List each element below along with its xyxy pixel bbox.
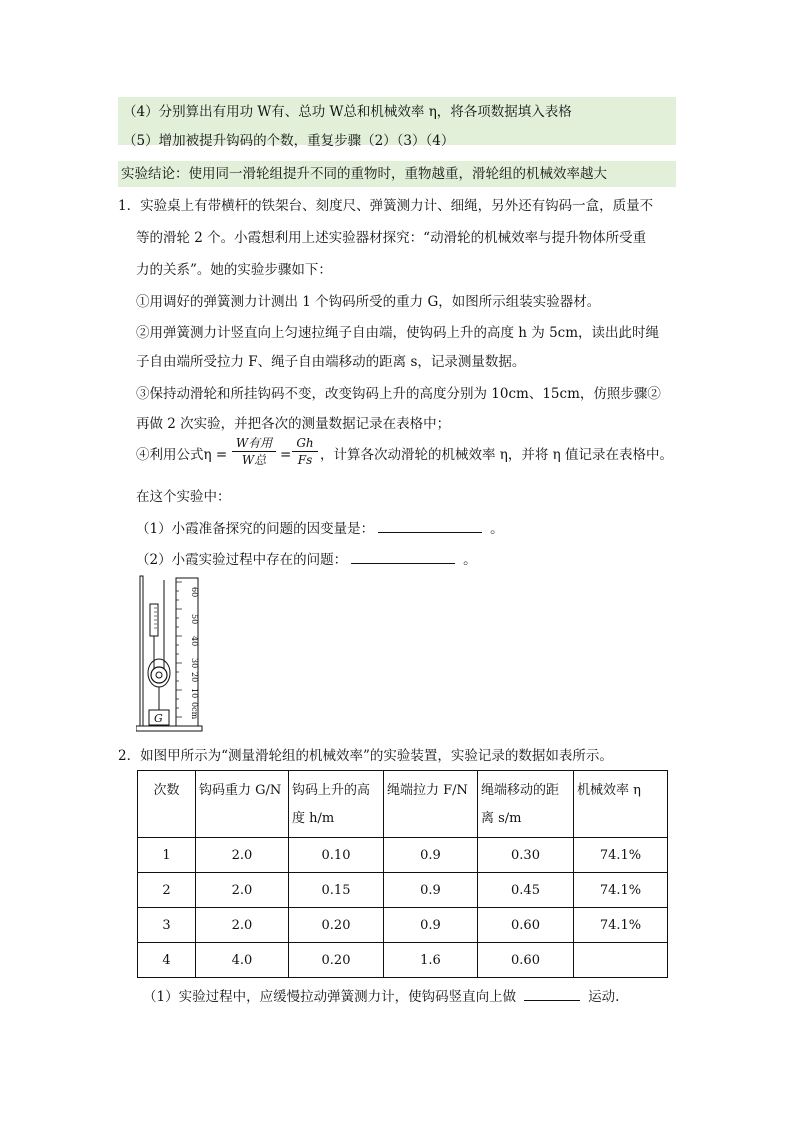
cell-distance: 0.60 (478, 908, 574, 943)
cell-efficiency: 74.1% (574, 838, 668, 873)
header-efficiency: 机械效率 η (574, 771, 668, 838)
header-height: 钩码上升的高度 h/m (289, 771, 384, 838)
q1-sub2-text: （2）小霞实验过程中存在的问题： (136, 552, 348, 568)
cell-height: 0.10 (289, 838, 384, 873)
header-weight: 钩码重力 G/N (196, 771, 289, 838)
cell-pull-force: 0.9 (384, 838, 478, 873)
cell-height: 0.20 (289, 943, 384, 978)
intro-line-4: （4）分别算出有用功 W有、总功 W总和机械效率 η，将各项数据填入表格 (123, 104, 572, 120)
answer-blank-2[interactable] (351, 549, 455, 564)
total-work-symbol: W总 (241, 453, 267, 467)
q1-subquestion-2 (136, 549, 477, 570)
cell-trial: 1 (138, 838, 196, 873)
header-trial: 次数 (138, 771, 196, 838)
cell-trial: 2 (138, 873, 196, 908)
step4-prefix: ④利用公式η = (136, 447, 228, 463)
q1-line-3: 力的关系”。她的实验步骤如下： (136, 262, 332, 278)
pulley-axle (156, 672, 162, 678)
cell-height: 0.20 (289, 908, 384, 943)
scale-label-10: 10 (190, 688, 199, 699)
q1-line-2: 等的滑轮 2 个。小霞想利用上述实验器材探究：“动滑轮的机械效率与提升物体所受重 (136, 230, 647, 246)
answer-blank-1[interactable] (378, 518, 482, 533)
cell-distance: 0.45 (478, 873, 574, 908)
cell-trial: 3 (138, 908, 196, 943)
useful-work-symbol: W有用 (232, 435, 276, 452)
scale-label-30: 30 (190, 658, 199, 669)
stand-rod (140, 576, 143, 730)
cell-distance: 0.60 (478, 943, 574, 978)
cell-pull-force: 0.9 (384, 908, 478, 943)
scale-label-50: 50 (190, 614, 199, 625)
q1-in-experiment: 在这个实验中： (136, 489, 231, 505)
scale-label-40: 40 (190, 636, 199, 647)
q1-subquestion-1 (136, 518, 504, 539)
q2-sub1-text: （1）实验过程中，应缓慢拉动弹簧测力计，使钩码竖直向上做 (143, 989, 517, 1005)
scale-label-0cm: 0cm (190, 702, 199, 720)
cell-trial: 4 (138, 943, 196, 978)
q1-step-2-cont: 子自由端所受拉力 F、绳子自由端移动的距离 s，记录测量数据。 (136, 354, 526, 370)
gh-fs-fraction (292, 435, 318, 468)
table-row (138, 873, 668, 908)
q1-sub1-end: 。 (490, 521, 504, 537)
pulley-apparatus-figure (136, 574, 204, 732)
intro-line-5: （5）增加被提升钩码的个数，重复步骤（2）（3）（4） (123, 133, 455, 149)
table-header-row (138, 771, 668, 838)
cell-pull-force: 0.9 (384, 873, 478, 908)
cell-distance: 0.30 (478, 838, 574, 873)
table-row (138, 838, 668, 873)
cell-weight: 2.0 (196, 908, 289, 943)
fs-symbol: Fs (297, 453, 313, 467)
q1-line-1: 1．实验桌上有带横杆的铁架台、刻度尺、弹簧测力计、细绳，另外还有钩码一盒，质量不 (118, 198, 654, 214)
step4-suffix: ，计算各次动滑轮的机械效率 η，并将 η 值记录在表格中。 (320, 447, 674, 463)
stand-base (136, 726, 202, 731)
efficiency-fraction (232, 435, 276, 468)
weight-label: G (154, 712, 163, 725)
cell-pull-force: 1.6 (384, 943, 478, 978)
cell-weight: 2.0 (196, 873, 289, 908)
header-pull-force: 绳端拉力 F/N (384, 771, 478, 838)
q2-sub1-end: 运动. (588, 989, 620, 1005)
cell-weight: 2.0 (196, 838, 289, 873)
q1-sub2-end: 。 (463, 552, 477, 568)
answer-blank-3[interactable] (524, 986, 580, 1001)
table-row (138, 908, 668, 943)
scale-label-20: 20 (190, 672, 199, 683)
cell-weight: 4.0 (196, 943, 289, 978)
q1-step-3-cont: 再做 2 次实验，并把各次的测量数据记录在表格中； (136, 416, 451, 432)
q1-sub1-text: （1）小霞准备探究的问题的因变量是： (136, 521, 375, 537)
header-distance: 绳端移动的距离 s/m (478, 771, 574, 838)
equals-sign: = (280, 447, 292, 463)
efficiency-data-table (137, 770, 668, 978)
scale-label-60: 60 (190, 587, 199, 598)
cell-efficiency-blank[interactable] (574, 943, 668, 978)
q1-step-2: ②用弹簧测力计竖直向上匀速拉绳子自由端，使钩码上升的高度 h 为 5cm，读出此时绳 (136, 325, 660, 341)
q2-intro: 2．如图甲所示为“测量滑轮组的机械效率”的实验装置，实验记录的数据如表所示。 (118, 748, 613, 764)
experiment-conclusion: 实验结论：使用同一滑轮组提升不同的重物时，重物越重，滑轮组的机械效率越大 (121, 166, 607, 182)
cell-efficiency: 74.1% (574, 873, 668, 908)
q1-step-3: ③保持动滑轮和所挂钩码不变，改变钩码上升的高度分别为 10cm、15cm，仿照步骤② (136, 386, 661, 402)
cell-height: 0.15 (289, 873, 384, 908)
q2-subquestion-1 (143, 986, 619, 1007)
q1-step-1: ①用调好的弹簧测力计测出 1 个钩码所受的重力 G，如图所示组装实验器材。 (136, 294, 601, 310)
table-row (138, 943, 668, 978)
cell-efficiency: 74.1% (574, 908, 668, 943)
gh-symbol: Gh (292, 435, 318, 452)
